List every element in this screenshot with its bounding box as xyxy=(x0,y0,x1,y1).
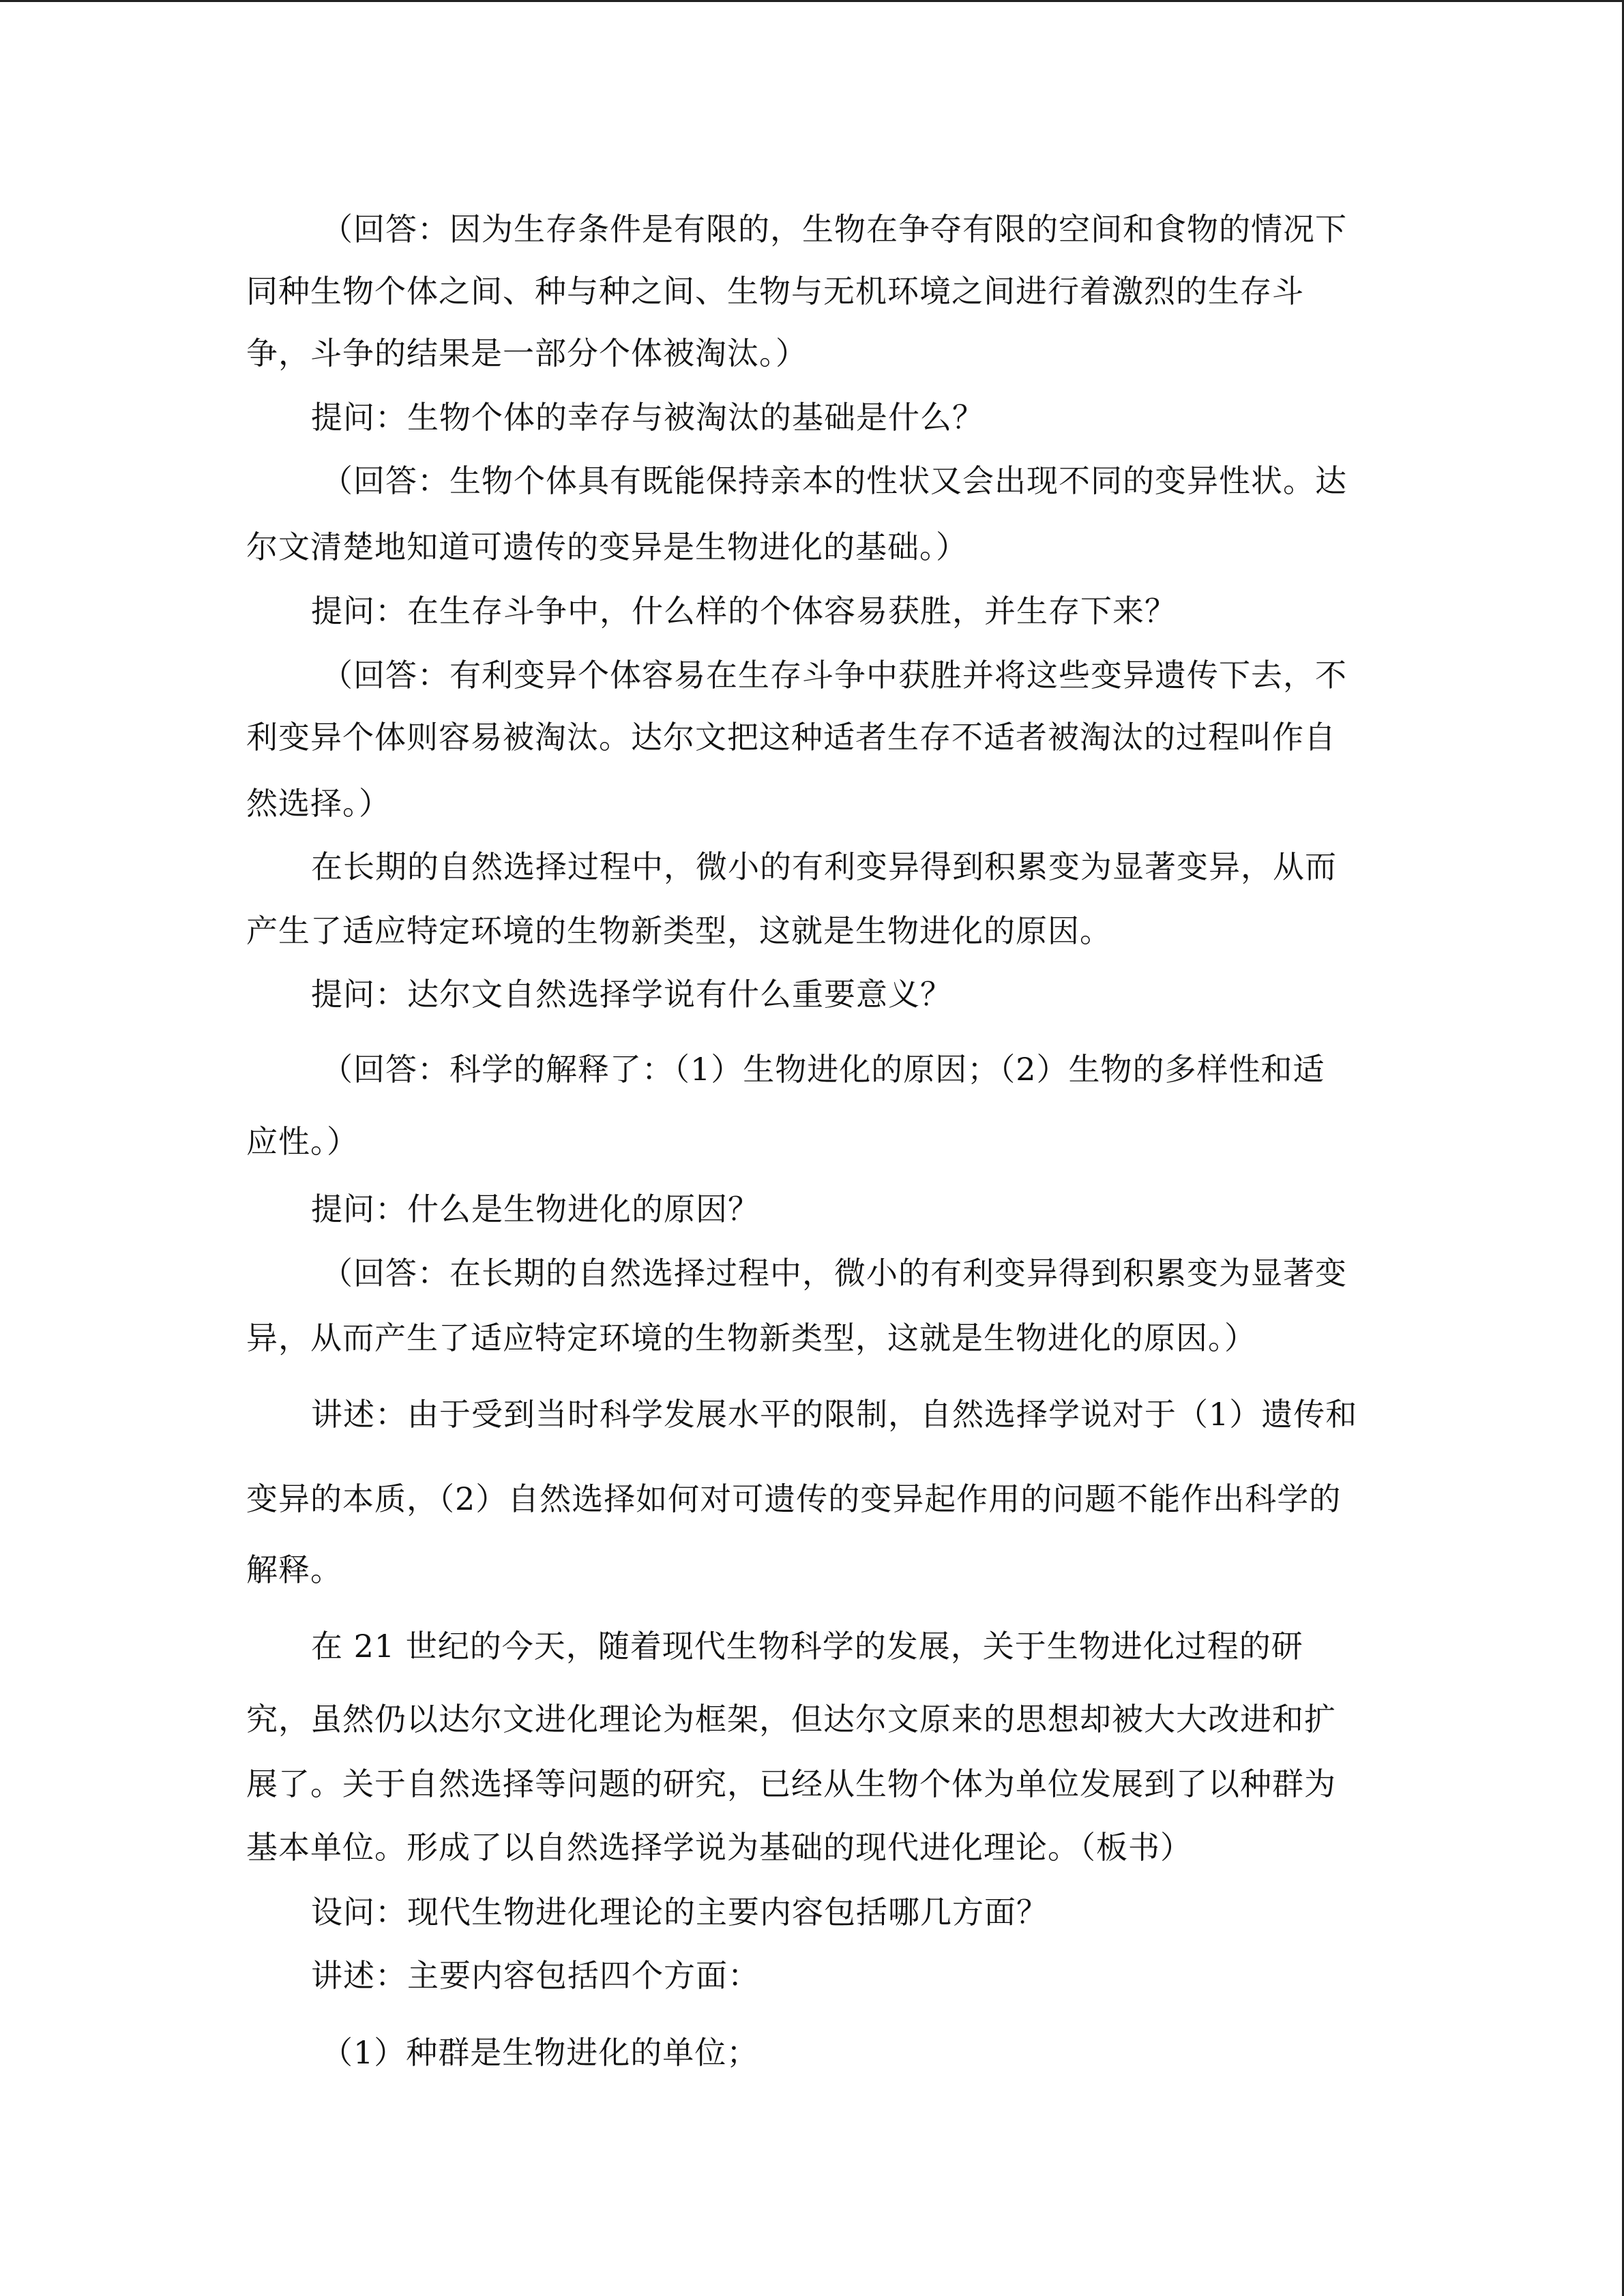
text-line: 应性。） xyxy=(246,1123,359,1160)
text-line: 在长期的自然选择过程中，微小的有利变异得到积累变为显著变异，从而 xyxy=(311,848,1337,885)
text-line: 尔文清楚地知道可遗传的变异是生物进化的基础。） xyxy=(246,528,968,565)
text-line: 讲述：由于受到当时科学发展水平的限制，自然选择学说对于（1）遗传和 xyxy=(311,1396,1358,1433)
text-line: 解释。 xyxy=(246,1551,342,1588)
text-line: 产生了适应特定环境的生物新类型，这就是生物进化的原因。 xyxy=(246,912,1112,949)
text-line: 展了。关于自然选择等问题的研究，已经从生物个体为单位发展到了以种群为 xyxy=(246,1765,1336,1802)
text-line: 利变异个体则容易被淘汰。达尔文把这种适者生存不适者被淘汰的过程叫作自 xyxy=(246,719,1336,756)
text-line: 设问：现代生物进化理论的主要内容包括哪几方面？ xyxy=(311,1894,1048,1930)
text-line: （回答：因为生存条件是有限的，生物在争夺有限的空间和食物的情况下 xyxy=(321,211,1347,248)
text-line: （1）种群是生物进化的单位； xyxy=(321,2034,759,2071)
text-line: 同种生物个体之间、种与种之间、生物与无机环境之间进行着激烈的生存斗 xyxy=(246,273,1304,310)
text-line: 然选择。） xyxy=(246,785,391,822)
text-line: 异，从而产生了适应特定环境的生物新类型，这就是生物进化的原因。） xyxy=(246,1320,1256,1356)
text-line: 争，斗争的结果是一部分个体被淘汰。） xyxy=(246,335,808,372)
text-line: （回答：科学的解释了：（1）生物进化的原因；（2）生物的多样性和适 xyxy=(321,1051,1325,1088)
text-line: 究，虽然仍以达尔文进化理论为框架，但达尔文原来的思想却被大大改进和扩 xyxy=(246,1701,1336,1738)
text-line: 提问：生物个体的幸存与被淘汰的基础是什么？ xyxy=(311,399,984,436)
text-line: 基本单位。形成了以自然选择学说为基础的现代进化理论。（板书） xyxy=(246,1829,1192,1866)
text-line: 讲述：主要内容包括四个方面： xyxy=(311,1957,760,1994)
text-line: 提问：在生存斗争中，什么样的个体容易获胜，并生存下来？ xyxy=(311,593,1177,629)
page-border-top xyxy=(0,0,1624,2)
text-line: （回答：在长期的自然选择过程中，微小的有利变异得到积累变为显著变 xyxy=(321,1255,1347,1292)
text-line: （回答：生物个体具有既能保持亲本的性状又会出现不同的变异性状。达 xyxy=(321,462,1347,499)
text-line: 变异的本质，（2）自然选择如何对可遗传的变异起作用的问题不能作出科学的 xyxy=(246,1480,1342,1517)
text-line: 提问：达尔文自然选择学说有什么重要意义？ xyxy=(311,976,952,1013)
text-line: （回答：有利变异个体容易在生存斗争中获胜并将这些变异遗传下去，不 xyxy=(321,657,1347,694)
text-line: 在 21 世纪的今天，随着现代生物科学的发展，关于生物进化过程的研 xyxy=(311,1628,1303,1665)
text-line: 提问：什么是生物进化的原因？ xyxy=(311,1191,760,1227)
